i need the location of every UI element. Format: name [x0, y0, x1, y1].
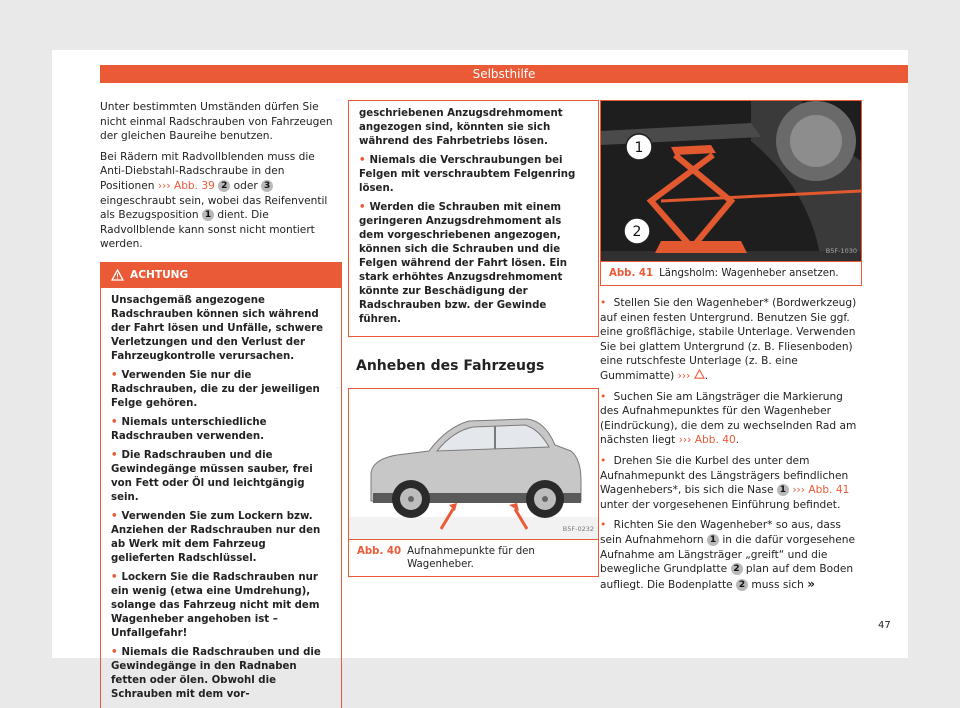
warning-item: • Niemals unterschiedliche Radschrauben verwenden.: [111, 416, 331, 444]
warning-item: • Werden die Schrauben mit einem geringeren Anzugsdrehmoment als dem vorgeschriebenen angezogen, können sich die Schrauben und die Felgen während der Fahrt lösen. Ein stark erhöhtes Anzugsdrehmoment könnte zur Beschädigung der Radschrauben bzw. der Gewinde führen.: [359, 201, 588, 327]
column-middle: [348, 100, 599, 577]
jack-illustration: [601, 101, 861, 261]
warning-box-continued: [348, 100, 599, 337]
manual-page: [52, 50, 908, 700]
callout-number: 1: [777, 484, 789, 496]
page-number: 47: [878, 620, 891, 631]
warning-body: Unsachgemäß angezogene Radschrauben können sich während der Fahrt lösen und Unfälle, schwere Verletzungen und den Verlust der Fahrzeugkontrolle verursachen. • Verwenden Sie nur die Radschrauben, die zu der jeweiligen Felge gehören. • Niemals unterschiedliche Radschrauben verwenden. • Die Radschrauben und die Gewindegänge müssen sauber, frei von Fett oder Öl und leichtgängig sein. • Verwenden Sie zum Lockern bzw. Anziehen der Radschrauben nur den ab Werk mit dem Fahrzeug gelieferten Radschlüssel. • Lockern Sie die Radschrauben nur ein wenig (etwa eine Umdrehung), solange das Fahrzeug nicht mit dem Wagenheber angehoben ist – Unfallgefahr! • Niemals die Radschrauben und die Gewindegänge in den Radnaben fetten oder ölen. Obwohl die Schrauben mit dem vor-: [101, 288, 341, 708]
warning-header: [101, 263, 341, 288]
warning-box: [100, 262, 342, 708]
section-title: Anheben des Fahrzeugs: [356, 358, 545, 374]
callout-number: 1: [707, 534, 719, 546]
paragraph: Bei Rädern mit Radvollblenden muss die Anti-Diebstahl-Radschraube in den Positionen ››› Abb. 39 2 oder 3 eingeschraubt sein, wobei das Reifenventil als Bezugsposition 1 dient. Die Radvollblende kann sonst nicht montiert werden.: [100, 150, 328, 251]
paragraph: Unter bestimmten Umständen dürfen Sie nicht einmal Radschrauben von Fahrzeugen der gleichen Baureihe benutzen.: [100, 101, 333, 143]
figure-link[interactable]: Abb. 40: [694, 434, 736, 447]
figure-label: Abb. 41: [609, 268, 654, 279]
figure-code: B5F-1030: [825, 247, 857, 256]
continued-arrow: »: [807, 576, 815, 591]
marker-2: 2: [632, 224, 642, 240]
page-header: Selbsthilfe: [100, 65, 908, 83]
warning-triangle-icon: [694, 369, 705, 379]
warning-item: • Niemals die Verschraubungen bei Felgen mit verschraubtem Felgenring lösen.: [359, 154, 588, 196]
callout-number: 1: [202, 209, 214, 221]
figure-link[interactable]: Abb. 39: [173, 179, 215, 192]
figure-caption: [349, 539, 598, 576]
caption-text: Aufnahmepunkte für den Wagenheber.: [407, 545, 535, 570]
warning-item: • Die Radschrauben und die Gewindegänge müssen sauber, frei von Fett oder Öl und leichtgängig sein.: [111, 449, 331, 505]
caption-text: Längsholm: Wagenheber ansetzen.: [659, 268, 839, 279]
car-illustration: [349, 389, 598, 539]
callout-number: 2: [731, 563, 743, 575]
callout-number: 3: [261, 180, 273, 192]
warning-title: ACHTUNG: [130, 268, 189, 281]
instruction-item: • Richten Sie den Wagenheber* so aus, dass sein Aufnahmehorn 1 in die dafür vorgesehene Aufnahme am Längsträger „greift“ und die bewegliche Grundplatte 2 plan auf dem Boden aufliegt. Die Bodenplatte 2 muss sich »: [600, 518, 862, 592]
jack-image: [601, 101, 861, 261]
car-side-image: [349, 389, 598, 539]
callout-number: 2: [736, 579, 748, 591]
column-right: [600, 100, 862, 598]
instruction-item: • Drehen Sie die Kurbel des unter dem Aufnahmepunkt des Längsträgers befindlichen Wagenhebers*, bis sich die Nase 1 ››› Abb. 41 unter der vorgesehenen Einführung befindet.: [600, 454, 862, 512]
figure-40: [348, 388, 599, 577]
warning-item: • Lockern Sie die Radschrauben nur ein wenig (etwa eine Umdrehung), solange das Fahrzeug nicht mit dem Wagenheber angehoben ist – Unfallgefahr!: [111, 571, 331, 641]
warning-item: • Verwenden Sie nur die Radschrauben, die zu der jeweiligen Felge gehören.: [111, 369, 331, 411]
instruction-item: • Suchen Sie am Längsträger die Markierung des Aufnahmepunktes für den Wagenheber (Eindrückung), die dem zu wechselnden Rad am nächsten liegt ››› Abb. 40.: [600, 390, 862, 448]
figure-label: Abb. 40: [357, 545, 402, 557]
column-left: [100, 100, 342, 708]
warning-triangle-icon: [111, 269, 124, 281]
warning-item: • Niemals die Radschrauben und die Gewindegänge in den Radnaben fetten oder ölen. Obwohl die Schrauben mit dem vor-: [111, 646, 331, 702]
figure-code: B5F-0232: [562, 525, 594, 533]
warning-item: • Verwenden Sie zum Lockern bzw. Anziehen der Radschrauben nur den ab Werk mit dem Fahrzeug gelieferten Radschlüssel.: [111, 510, 331, 566]
figure-41: [600, 100, 862, 286]
figure-caption: [601, 261, 861, 285]
warning-body: geschriebenen Anzugsdrehmoment angezogen sind, könnten sie sich während des Fahrbetriebs lösen. • Niemals die Verschraubungen bei Felgen mit verschraubtem Felgenring lösen. • Werden die Schrauben mit einem geringeren Anzugsdrehmoment als dem vorgeschriebenen angezogen, können sich die Schrauben und die Felgen während der Fahrt lösen. Ein stark erhöhtes Anzugsdrehmoment könnte zur Beschädigung der Radschrauben bzw. der Gewinde führen.: [349, 101, 598, 336]
marker-1: 1: [634, 140, 644, 156]
figure-link[interactable]: Abb. 41: [808, 484, 850, 497]
ref-arrow: ›››: [157, 179, 171, 192]
instruction-item: • Stellen Sie den Wagenheber* (Bordwerkzeug) auf einen festen Untergrund. Benutzen Sie ggf. eine großflächige, stabile Unterlage. Verwenden Sie bei glattem Untergrund (z. B. Fliesenboden) eine rutschfeste Unterlage (z. B. eine Gummimatte) ››› .: [600, 296, 862, 384]
callout-number: 2: [218, 180, 230, 192]
instructions: [600, 296, 862, 592]
